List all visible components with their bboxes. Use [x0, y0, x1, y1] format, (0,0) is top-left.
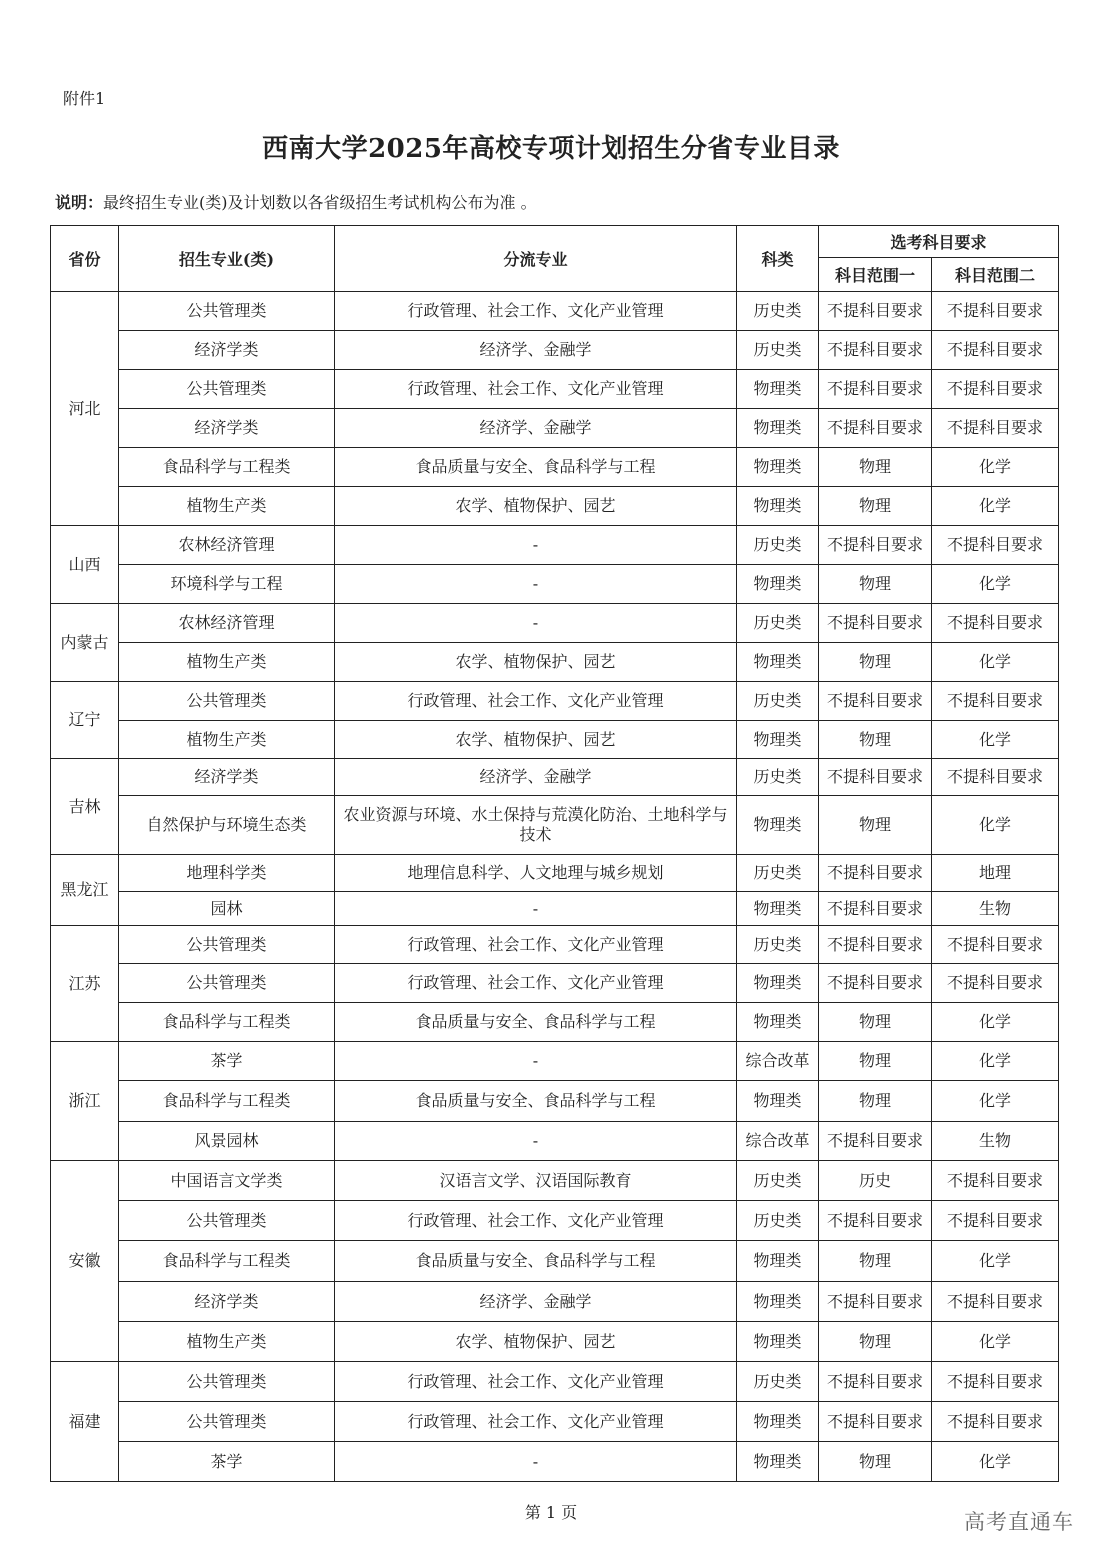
range1-cell: 物理 — [819, 487, 932, 526]
major-cell: 经济学类 — [119, 409, 335, 448]
major-cell: 公共管理类 — [119, 1201, 335, 1241]
category-cell: 物理类 — [737, 370, 819, 409]
category-cell: 历史类 — [737, 331, 819, 370]
range2-cell: 不提科目要求 — [932, 1282, 1059, 1322]
category-cell: 物理类 — [737, 1322, 819, 1362]
header-major: 招生专业(类) — [119, 226, 335, 292]
province-cell: 辽宁 — [51, 682, 119, 759]
range1-cell: 物理 — [819, 565, 932, 604]
streams-cell: 行政管理、社会工作、文化产业管理 — [335, 1402, 737, 1442]
streams-cell: 农学、植物保护、园艺 — [335, 643, 737, 682]
header-subject-requirements: 选考科目要求 — [819, 226, 1059, 258]
category-cell: 综合改革 — [737, 1042, 819, 1081]
major-cell: 经济学类 — [119, 759, 335, 796]
major-cell: 风景园林 — [119, 1122, 335, 1161]
table-row — [51, 1161, 1059, 1201]
category-cell: 物理类 — [737, 796, 819, 855]
major-cell: 食品科学与工程类 — [119, 1241, 335, 1282]
table-row — [51, 1322, 1059, 1362]
major-cell: 食品科学与工程类 — [119, 1003, 335, 1042]
major-cell: 茶学 — [119, 1442, 335, 1482]
streams-cell: - — [335, 892, 737, 926]
table-row — [51, 292, 1059, 331]
table-row — [51, 1241, 1059, 1282]
streams-cell: 行政管理、社会工作、文化产业管理 — [335, 964, 737, 1003]
range2-cell: 生物 — [932, 892, 1059, 926]
table-row — [51, 759, 1059, 796]
range1-cell: 物理 — [819, 1322, 932, 1362]
range1-cell: 物理 — [819, 1042, 932, 1081]
category-cell: 物理类 — [737, 1402, 819, 1442]
header-category: 科类 — [737, 226, 819, 292]
table-row — [51, 604, 1059, 643]
category-cell: 物理类 — [737, 721, 819, 759]
range1-cell: 不提科目要求 — [819, 331, 932, 370]
range2-cell: 化学 — [932, 643, 1059, 682]
range2-cell: 不提科目要求 — [932, 292, 1059, 331]
range1-cell: 物理 — [819, 1241, 932, 1282]
category-cell: 物理类 — [737, 1003, 819, 1042]
table-row — [51, 855, 1059, 892]
province-cell: 江苏 — [51, 926, 119, 1042]
range2-cell: 不提科目要求 — [932, 604, 1059, 643]
annex-label: 附件1 — [63, 89, 106, 108]
major-cell: 公共管理类 — [119, 926, 335, 964]
page-number: 第 1 页 — [524, 1503, 578, 1522]
category-cell: 物理类 — [737, 1442, 819, 1482]
table-row — [51, 1201, 1059, 1241]
table-row — [51, 370, 1059, 409]
streams-cell: 行政管理、社会工作、文化产业管理 — [335, 926, 737, 964]
range2-cell: 生物 — [932, 1122, 1059, 1161]
province-cell: 福建 — [51, 1362, 119, 1482]
category-cell: 历史类 — [737, 1362, 819, 1402]
range1-cell: 不提科目要求 — [819, 926, 932, 964]
major-cell: 植物生产类 — [119, 487, 335, 526]
province-cell: 吉林 — [51, 759, 119, 855]
range2-cell: 不提科目要求 — [932, 331, 1059, 370]
header-range-2: 科目范围二 — [932, 258, 1059, 292]
category-cell: 历史类 — [737, 1201, 819, 1241]
table-row — [51, 1442, 1059, 1482]
province-cell: 河北 — [51, 292, 119, 526]
streams-cell: 食品质量与安全、食品科学与工程 — [335, 1081, 737, 1122]
category-cell: 历史类 — [737, 855, 819, 892]
note-text: 最终招生专业(类)及计划数以各省级招生考试机构公布为准 。 — [103, 193, 537, 212]
streams-cell: 行政管理、社会工作、文化产业管理 — [335, 1362, 737, 1402]
note-label: 说明： — [55, 193, 104, 212]
province-cell: 山西 — [51, 526, 119, 604]
major-cell: 自然保护与环境生态类 — [119, 796, 335, 855]
major-cell: 环境科学与工程 — [119, 565, 335, 604]
range1-cell: 不提科目要求 — [819, 759, 932, 796]
category-cell: 历史类 — [737, 1161, 819, 1201]
table-row — [51, 643, 1059, 682]
streams-cell: 行政管理、社会工作、文化产业管理 — [335, 370, 737, 409]
streams-cell: 汉语言文学、汉语国际教育 — [335, 1161, 737, 1201]
major-cell: 食品科学与工程类 — [119, 1081, 335, 1122]
range2-cell: 不提科目要求 — [932, 1402, 1059, 1442]
streams-cell: - — [335, 1122, 737, 1161]
header-range-1: 科目范围一 — [819, 258, 932, 292]
range2-cell: 地理 — [932, 855, 1059, 892]
range2-cell: 不提科目要求 — [932, 1362, 1059, 1402]
category-cell: 物理类 — [737, 1241, 819, 1282]
table-row — [51, 926, 1059, 964]
category-cell: 历史类 — [737, 926, 819, 964]
table-row — [51, 964, 1059, 1003]
category-cell: 物理类 — [737, 565, 819, 604]
range1-cell: 物理 — [819, 1081, 932, 1122]
range2-cell: 化学 — [932, 1442, 1059, 1482]
table-row — [51, 1122, 1059, 1161]
streams-cell: 行政管理、社会工作、文化产业管理 — [335, 1201, 737, 1241]
category-cell: 历史类 — [737, 682, 819, 721]
range1-cell: 不提科目要求 — [819, 1201, 932, 1241]
streams-cell: 经济学、金融学 — [335, 331, 737, 370]
streams-cell: 农学、植物保护、园艺 — [335, 721, 737, 759]
range2-cell: 化学 — [932, 448, 1059, 487]
range2-cell: 化学 — [932, 721, 1059, 759]
streams-cell: 行政管理、社会工作、文化产业管理 — [335, 682, 737, 721]
table-row — [51, 1003, 1059, 1042]
major-cell: 公共管理类 — [119, 1362, 335, 1402]
streams-cell: 食品质量与安全、食品科学与工程 — [335, 1241, 737, 1282]
major-cell: 公共管理类 — [119, 292, 335, 331]
range1-cell: 不提科目要求 — [819, 292, 932, 331]
range2-cell: 化学 — [932, 1081, 1059, 1122]
table-row — [51, 721, 1059, 759]
major-cell: 植物生产类 — [119, 1322, 335, 1362]
range2-cell: 不提科目要求 — [932, 1201, 1059, 1241]
header-province: 省份 — [51, 226, 119, 292]
range1-cell: 物理 — [819, 796, 932, 855]
range2-cell: 化学 — [932, 1003, 1059, 1042]
major-cell: 中国语言文学类 — [119, 1161, 335, 1201]
major-cell: 园林 — [119, 892, 335, 926]
category-cell: 物理类 — [737, 643, 819, 682]
major-catalog-table — [50, 225, 1059, 1482]
major-cell: 经济学类 — [119, 1282, 335, 1322]
range1-cell: 物理 — [819, 721, 932, 759]
range2-cell: 不提科目要求 — [932, 409, 1059, 448]
table-row — [51, 409, 1059, 448]
category-cell: 物理类 — [737, 1282, 819, 1322]
streams-cell: 农学、植物保护、园艺 — [335, 487, 737, 526]
watermark: 高考直通车 — [964, 1510, 1074, 1534]
range1-cell: 不提科目要求 — [819, 892, 932, 926]
streams-cell: 经济学、金融学 — [335, 409, 737, 448]
category-cell: 历史类 — [737, 526, 819, 565]
range1-cell: 不提科目要求 — [819, 1122, 932, 1161]
range2-cell: 不提科目要求 — [932, 370, 1059, 409]
major-cell: 经济学类 — [119, 331, 335, 370]
major-cell: 植物生产类 — [119, 643, 335, 682]
streams-cell: 地理信息科学、人文地理与城乡规划 — [335, 855, 737, 892]
table-row — [51, 1042, 1059, 1081]
table-row — [51, 1362, 1059, 1402]
category-cell: 物理类 — [737, 409, 819, 448]
category-cell: 物理类 — [737, 487, 819, 526]
range2-cell: 化学 — [932, 565, 1059, 604]
range1-cell: 物理 — [819, 1003, 932, 1042]
table-row — [51, 1402, 1059, 1442]
major-cell: 公共管理类 — [119, 964, 335, 1003]
major-cell: 食品科学与工程类 — [119, 448, 335, 487]
streams-cell: 农业资源与环境、水土保持与荒漠化防治、土地科学与技术 — [335, 796, 737, 855]
range2-cell: 不提科目要求 — [932, 964, 1059, 1003]
range2-cell: 化学 — [932, 1322, 1059, 1362]
streams-cell: 食品质量与安全、食品科学与工程 — [335, 448, 737, 487]
range2-cell: 不提科目要求 — [932, 526, 1059, 565]
province-cell: 浙江 — [51, 1042, 119, 1161]
category-cell: 物理类 — [737, 1081, 819, 1122]
range1-cell: 不提科目要求 — [819, 526, 932, 565]
range2-cell: 不提科目要求 — [932, 682, 1059, 721]
range1-cell: 物理 — [819, 1442, 932, 1482]
category-cell: 物理类 — [737, 892, 819, 926]
table-row — [51, 796, 1059, 855]
province-cell: 内蒙古 — [51, 604, 119, 682]
category-cell: 历史类 — [737, 759, 819, 796]
streams-cell: - — [335, 604, 737, 643]
streams-cell: - — [335, 526, 737, 565]
range1-cell: 不提科目要求 — [819, 1362, 932, 1402]
table-row — [51, 1081, 1059, 1122]
major-cell: 植物生产类 — [119, 721, 335, 759]
range2-cell: 化学 — [932, 1241, 1059, 1282]
table-row — [51, 448, 1059, 487]
major-cell: 公共管理类 — [119, 1402, 335, 1442]
range1-cell: 历史 — [819, 1161, 932, 1201]
major-cell: 茶学 — [119, 1042, 335, 1081]
streams-cell: - — [335, 1442, 737, 1482]
category-cell: 物理类 — [737, 448, 819, 487]
streams-cell: 行政管理、社会工作、文化产业管理 — [335, 292, 737, 331]
note — [55, 190, 537, 213]
streams-cell: 经济学、金融学 — [335, 759, 737, 796]
table-row — [51, 487, 1059, 526]
range1-cell: 不提科目要求 — [819, 964, 932, 1003]
range2-cell: 化学 — [932, 796, 1059, 855]
range2-cell: 不提科目要求 — [932, 926, 1059, 964]
streams-cell: 经济学、金融学 — [335, 1282, 737, 1322]
range1-cell: 不提科目要求 — [819, 855, 932, 892]
table-row — [51, 331, 1059, 370]
table-row — [51, 526, 1059, 565]
range1-cell: 物理 — [819, 643, 932, 682]
page-title: 西南大学2025年高校专项计划招生分省专业目录 — [262, 134, 840, 164]
category-cell: 历史类 — [737, 292, 819, 331]
table-row — [51, 1282, 1059, 1322]
category-cell: 历史类 — [737, 604, 819, 643]
range1-cell: 不提科目要求 — [819, 370, 932, 409]
table-row — [51, 565, 1059, 604]
major-cell: 公共管理类 — [119, 370, 335, 409]
range1-cell: 不提科目要求 — [819, 1282, 932, 1322]
table-row — [51, 682, 1059, 721]
range1-cell: 不提科目要求 — [819, 604, 932, 643]
range2-cell: 不提科目要求 — [932, 759, 1059, 796]
category-cell: 物理类 — [737, 964, 819, 1003]
streams-cell: - — [335, 1042, 737, 1081]
major-cell: 地理科学类 — [119, 855, 335, 892]
range1-cell: 物理 — [819, 448, 932, 487]
major-cell: 农林经济管理 — [119, 526, 335, 565]
streams-cell: 农学、植物保护、园艺 — [335, 1322, 737, 1362]
range1-cell: 不提科目要求 — [819, 682, 932, 721]
range1-cell: 不提科目要求 — [819, 1402, 932, 1442]
range2-cell: 不提科目要求 — [932, 1161, 1059, 1201]
range2-cell: 化学 — [932, 1042, 1059, 1081]
range1-cell: 不提科目要求 — [819, 409, 932, 448]
streams-cell: 食品质量与安全、食品科学与工程 — [335, 1003, 737, 1042]
streams-cell: - — [335, 565, 737, 604]
major-cell: 公共管理类 — [119, 682, 335, 721]
province-cell: 安徽 — [51, 1161, 119, 1362]
category-cell: 综合改革 — [737, 1122, 819, 1161]
header-streams: 分流专业 — [335, 226, 737, 292]
province-cell: 黑龙江 — [51, 855, 119, 926]
major-cell: 农林经济管理 — [119, 604, 335, 643]
range2-cell: 化学 — [932, 487, 1059, 526]
table-row — [51, 892, 1059, 926]
